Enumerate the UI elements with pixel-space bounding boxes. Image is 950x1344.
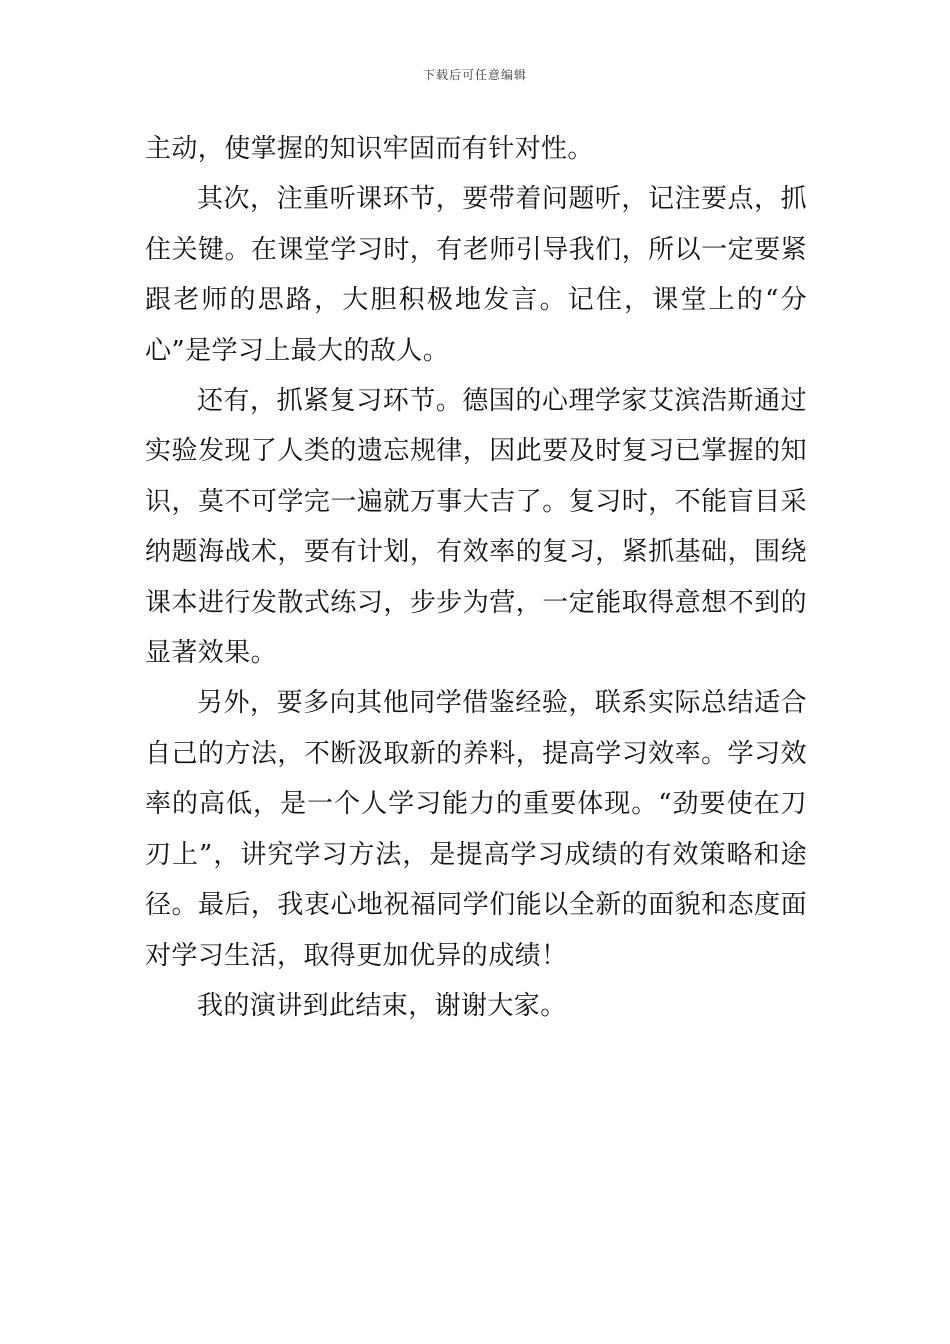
paragraph-closing: 我的演讲到此结束，谢谢大家。 (197, 990, 567, 1021)
paragraph-continuation: 主动，使掌握的知识牢固而有针对性。 (145, 134, 594, 164)
document-body (145, 124, 807, 1031)
paragraph-review: 还有，抓紧复习环节。德国的心理学家艾滨浩斯通过实验发现了人类的遗忘规律，因此要及时复习已掌握的知识，莫不可学完一遍就万事大吉了。复习时，不能盲目采纳题海战术，要有计划，有效率的复习，紧抓基础，围绕课本进行发散式练习，步步为营，一定能取得意想不到的显著效果。 (145, 386, 807, 669)
page-header-note: 下载后可任意编辑 (422, 68, 527, 82)
paragraph-methods: 另外，要多向其他同学借鉴经验，联系实际总结适合自己的方法，不断汲取新的养料，提高学习效率。学习效率的高低，是一个人学习能力的重要体现。“劲要使在刀刃上”，讲究学习方法，是提高学习成绩的有效策略和途径。最后，我衷心地祝福同学们能以全新的面貌和态度面对学习生活，取得更加优异的成绩！ (145, 688, 807, 971)
paragraph-listening: 其次，注重听课环节，要带着问题听，记注要点，抓住关键。在课堂学习时，有老师引导我们，所以一定要紧跟老师的思路，大胆积极地发言。记住，课堂上的“分心”是学习上最大的敌人。 (145, 184, 807, 366)
